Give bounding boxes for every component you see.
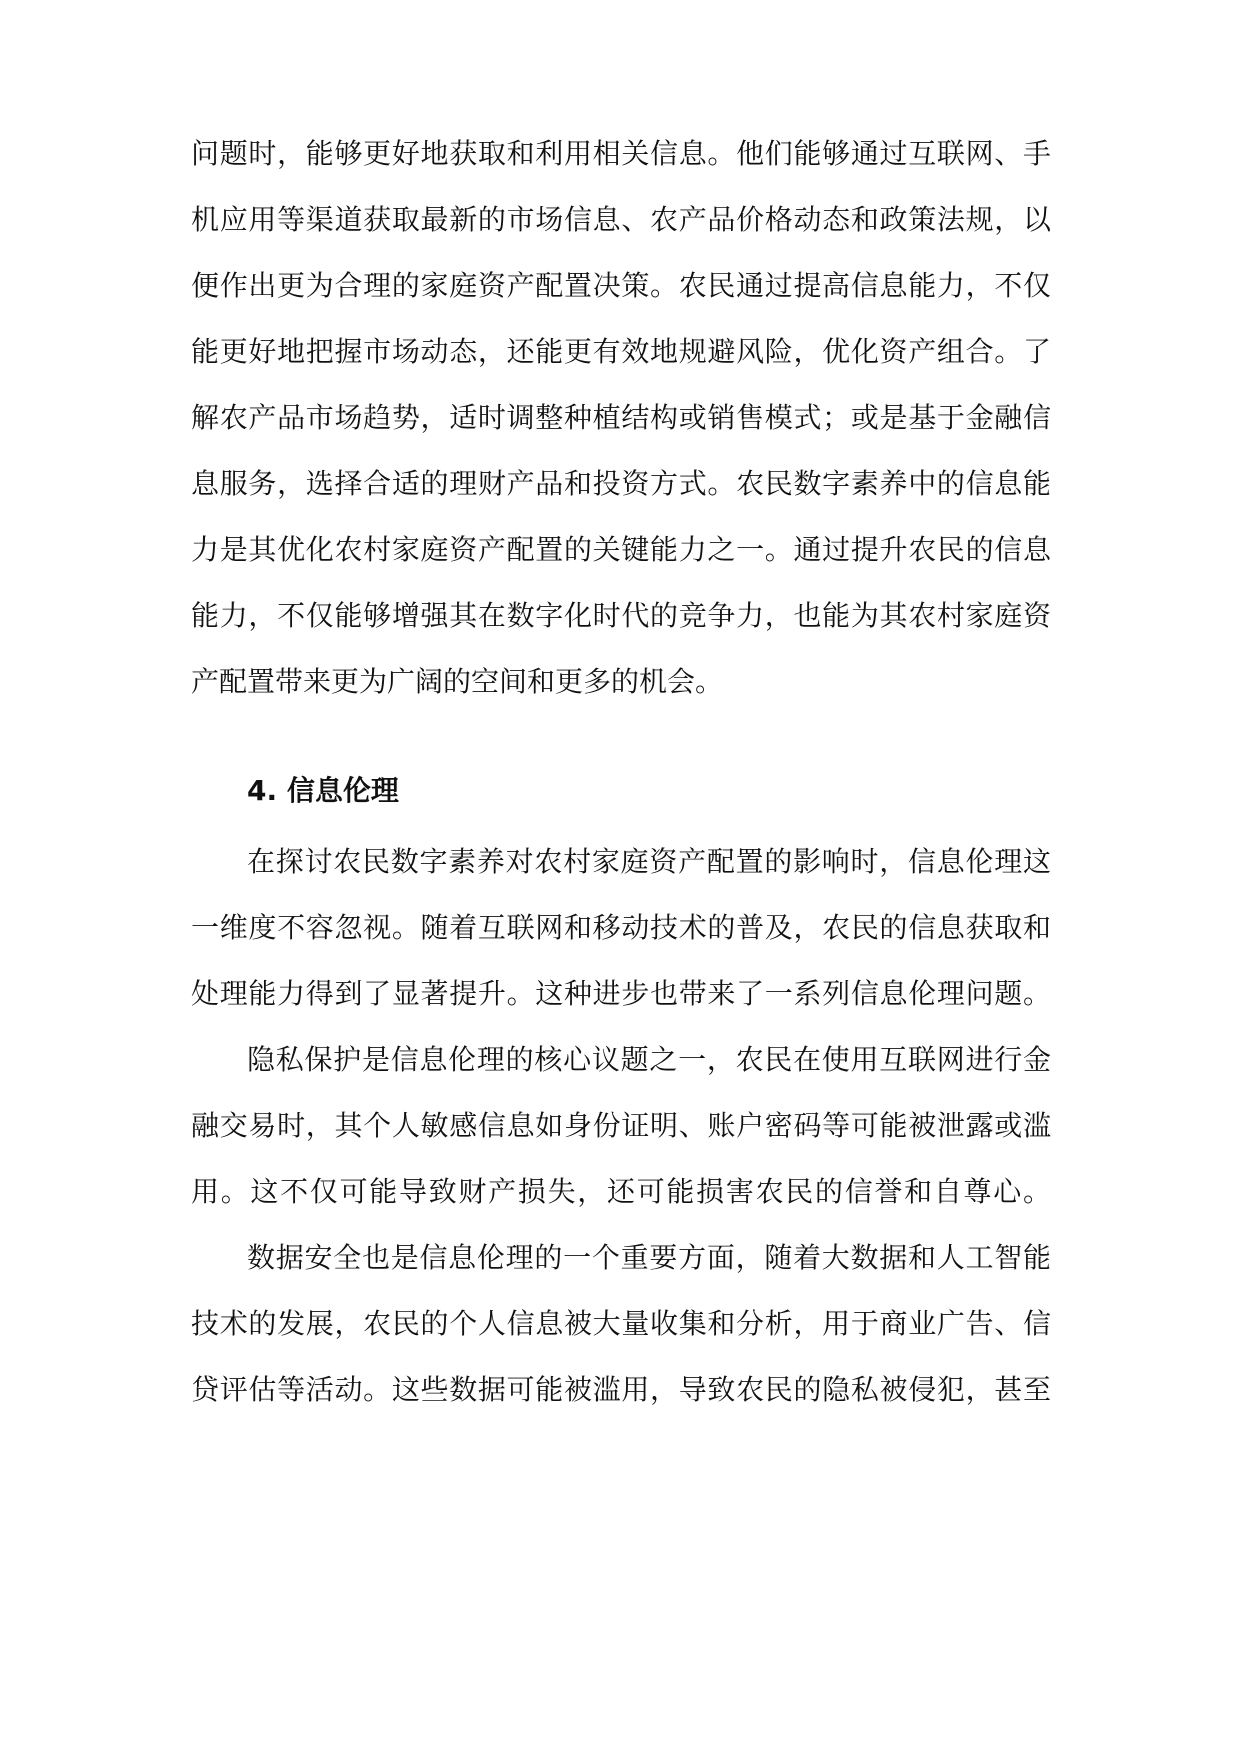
paragraph-1-line-3: 便作出更为合理的家庭资产配置决策。农民通过提高信息能力，不仅 <box>191 269 1051 302</box>
paragraph-1-line-6: 息服务，选择合适的理财产品和投资方式。农民数字素养中的信息能 <box>191 467 1051 500</box>
paragraph-1-line-2: 机应用等渠道获取最新的市场信息、农产品价格动态和政策法规，以 <box>191 203 1051 236</box>
paragraph-3-line-3: 用。这不仅可能导致财产损失，还可能损害农民的信誉和自尊心。 <box>191 1175 1051 1208</box>
paragraph-4-line-1: 数据安全也是信息伦理的一个重要方面，随着大数据和人工智能 <box>247 1241 1051 1274</box>
paragraph-1-line-8: 能力，不仅能够增强其在数字化时代的竞争力，也能为其农村家庭资 <box>191 599 1051 632</box>
paragraph-1-line-5: 解农产品市场趋势，适时调整种植结构或销售模式；或是基于金融信 <box>191 401 1051 434</box>
paragraph-4-line-3: 贷评估等活动。这些数据可能被滥用，导致农民的隐私被侵犯，甚至 <box>191 1373 1051 1406</box>
paragraph-1-line-4: 能更好地把握市场动态，还能更有效地规避风险，优化资产组合。了 <box>191 335 1051 368</box>
paragraph-2-line-1: 在探讨农民数字素养对农村家庭资产配置的影响时，信息伦理这 <box>247 845 1051 878</box>
paragraph-1-line-7: 力是其优化农村家庭资产配置的关键能力之一。通过提升农民的信息 <box>191 533 1051 566</box>
paragraph-3-line-1: 隐私保护是信息伦理的核心议题之一，农民在使用互联网进行金 <box>247 1043 1051 1076</box>
paragraph-1-line-1: 问题时，能够更好地获取和利用相关信息。他们能够通过互联网、手 <box>191 137 1051 170</box>
paragraph-4-line-2: 技术的发展，农民的个人信息被大量收集和分析，用于商业广告、信 <box>191 1307 1051 1340</box>
paragraph-1-line-9: 产配置带来更为广阔的空间和更多的机会。 <box>191 665 724 698</box>
section-heading: 4. 信息伦理 <box>247 774 399 807</box>
paragraph-2-line-2: 一维度不容忽视。随着互联网和移动技术的普及，农民的信息获取和 <box>191 911 1051 944</box>
paragraph-3-line-2: 融交易时，其个人敏感信息如身份证明、账户密码等可能被泄露或滥 <box>191 1109 1051 1142</box>
paragraph-2-line-3: 处理能力得到了显著提升。这种进步也带来了一系列信息伦理问题。 <box>191 977 1051 1010</box>
